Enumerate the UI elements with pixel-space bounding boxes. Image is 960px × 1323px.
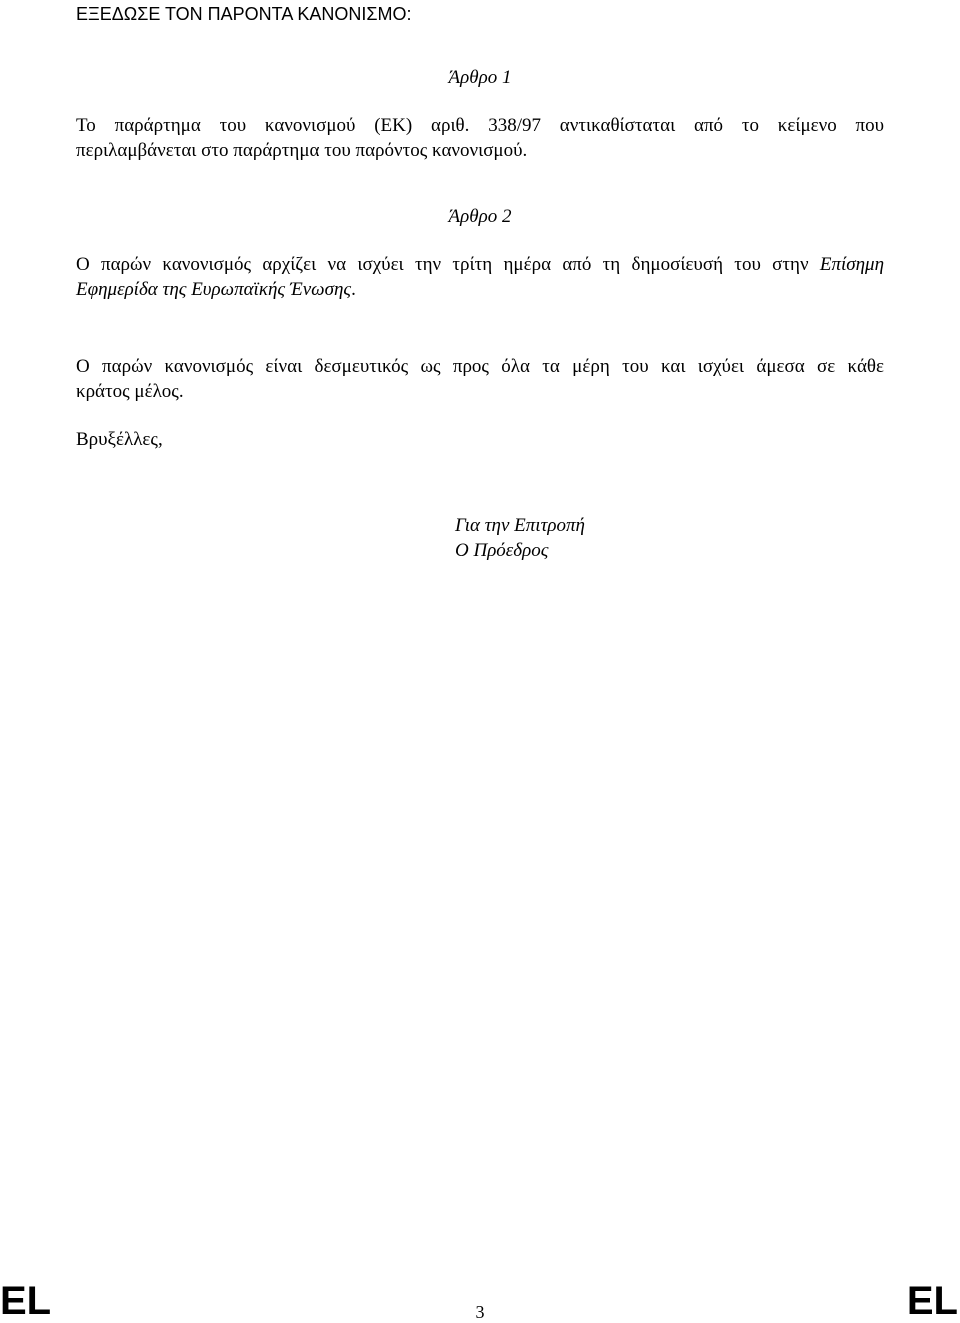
article-2-line-2 xyxy=(76,278,356,302)
signature-line-1: Για την Επιτροπή xyxy=(455,515,585,536)
binding-line-2: κράτος μέλος. xyxy=(76,381,184,402)
article-1-title: Άρθρο 1 xyxy=(448,67,512,88)
enacting-heading: ΕΞΕΔΩΣΕ ΤΟΝ ΠΑΡΟΝΤΑ ΚΑΝΟΝΙΣΜΟ: xyxy=(76,4,412,24)
article-2-line-1-text: Ο παρών κανονισμός αρχίζει να ισχύει την τρίτη ημέρα από τη δημοσίευσή του στην xyxy=(76,254,809,275)
article-2-title: Άρθρο 2 xyxy=(448,206,512,227)
official-journal-italic-2: Εφημερίδα της Ευρωπαϊκής Ένωσης xyxy=(76,279,352,300)
place-of-signature: Βρυξέλλες, xyxy=(76,429,163,450)
signature-line-2: Ο Πρόεδρος xyxy=(455,540,549,561)
article-2-line-1 xyxy=(76,253,884,277)
article-1-line-1: Το παράρτημα του κανονισμού (ΕΚ) αριθ. 338/97 αντικαθίσταται από το κείμενο που xyxy=(76,115,884,136)
footer-language-left: EL xyxy=(0,1279,52,1323)
binding-line-1: Ο παρών κανονισμός είναι δεσμευτικός ως προς όλα τα μέρη του και ισχύει άμεσα σε κάθε xyxy=(76,356,884,377)
official-journal-italic-1: Επίσημη xyxy=(819,254,885,275)
article-1-line-2: περιλαμβάνεται στο παράρτημα του παρόντος κανονισμού. xyxy=(76,140,528,161)
article-2-line-2-end: . xyxy=(351,279,356,300)
footer-page-number: 3 xyxy=(475,1302,485,1322)
footer-language-right: EL xyxy=(906,1279,958,1323)
